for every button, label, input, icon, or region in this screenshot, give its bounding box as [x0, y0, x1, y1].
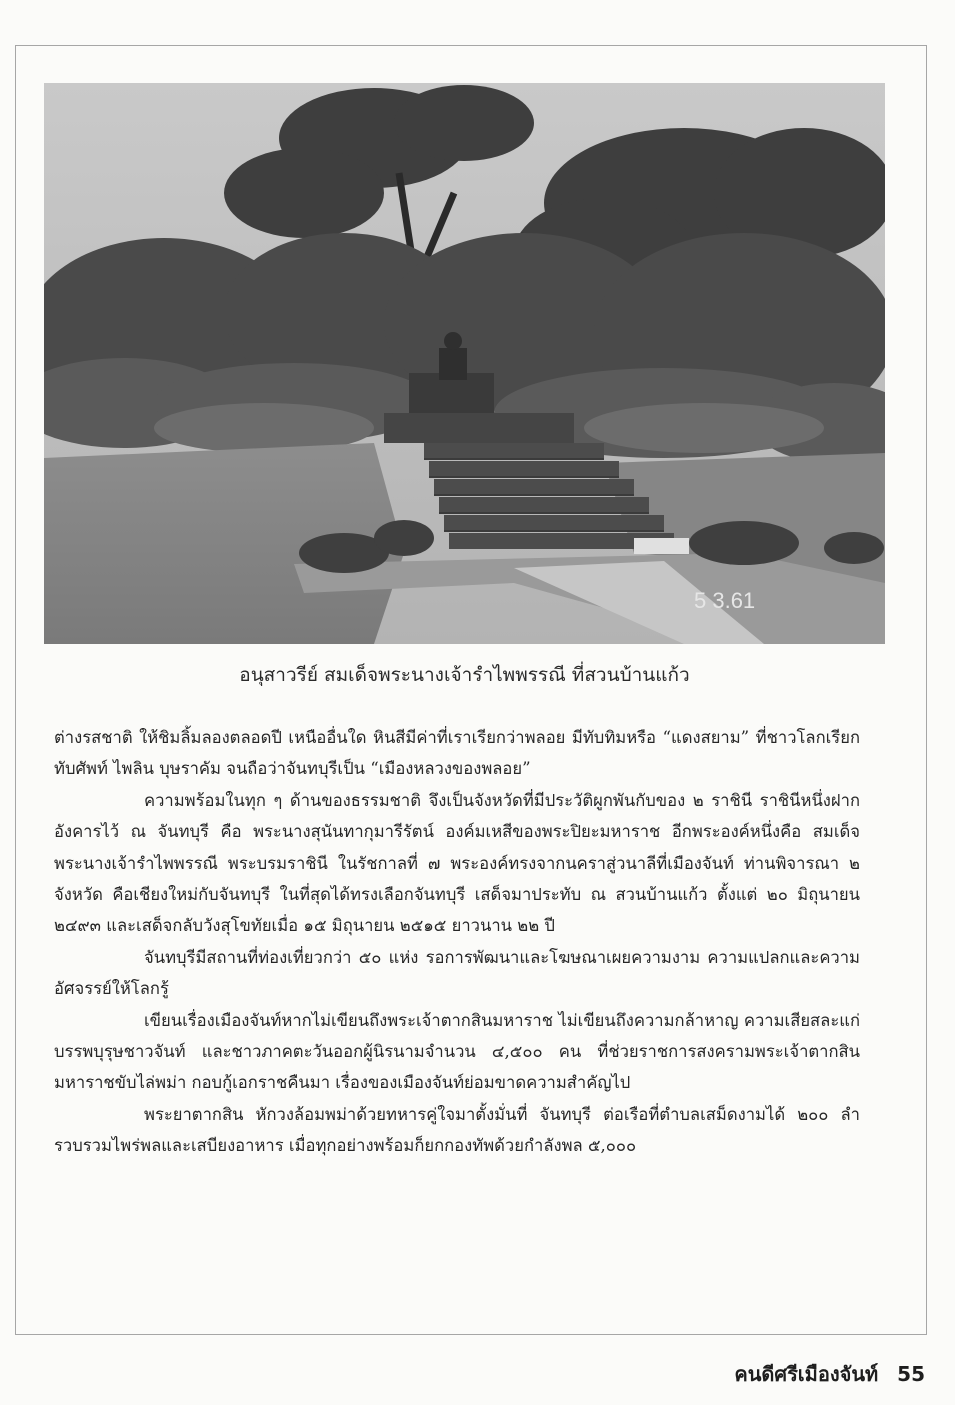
photo-caption: อนุสาวรีย์ สมเด็จพระนางเจ้ารำไพพรรณี ที่สวนบ้านแก้ว — [239, 664, 690, 686]
monument-garden-photo — [44, 83, 885, 644]
page-footer — [734, 1360, 925, 1388]
photo-date-stamp: 5 3.61 — [694, 588, 756, 613]
paragraph: ความพร้อมในทุก ๆ ด้านของธรรมชาติ จึงเป็นจังหวัดที่มีประวัติผูกพันกับของ ๒ ราชินี ราชินีหนึ่งฝากอังคารไว้ ณ จันทบุรี คือ พระนางสุนันทากุมารีรัตน์ องค์มเหสีของพระปิยะมหาราช อีกพระองค์หนึ่งคือ สมเด็จพระนางเจ้ารำไพพรรณี พระบรมราชินี ในรัชกาลที่ ๗ พระองค์ทรงจากนคราสู่วนาลีที่เมืองจันท์ ท่านพิจารณา ๒ จังหวัด คือเชียงใหม่กับจันทบุรี ในที่สุดได้ทรงเลือกจันทบุรี เสด็จมาประทับ ณ สวนบ้านแก้ว ตั้งแต่ ๒๐ มิถุนายน ๒๔๙๓ และเสด็จกลับวังสุโขทัยเมื่อ ๑๕ มิถุนายน ๒๕๑๕ ยาวนาน ๒๒ ปี — [54, 790, 860, 936]
article-body — [54, 722, 860, 1162]
paragraph: ต่างรสชาติ ให้ชิมลิ้มลองตลอดปี เหนืออื่นใด หินสีมีค่าที่เราเรียกว่าพลอย มีทับทิมหรือ “แดงสยาม” ที่ชาวโลกเรียกทับศัพท์ ไพลิน บุษราคัม จนถือว่าจันทบุรีเป็น “เมืองหลวงของพลอย” — [54, 728, 860, 779]
book-title: คนดีศรีเมืองจันท์ — [734, 1362, 879, 1386]
paragraph: จันทบุรีมีสถานที่ท่องเที่ยวกว่า ๕๐ แห่ง รอการพัฒนาและโฆษณาเผยความงาม ความแปลกและความอัศจรรย์ให้โลกรู้ — [54, 947, 860, 999]
page-number: 55 — [897, 1362, 925, 1386]
monument-photo-drawing — [44, 83, 885, 644]
paragraph: เขียนเรื่องเมืองจันท์หากไม่เขียนถึงพระเจ้าตากสินมหาราช ไม่เขียนถึงความกล้าหาญ ความเสียสละแก่บรรพบุรุษชาวจันท์ และชาวภาคตะวันออกผู้นิรนามจำนวน ๔,๕๐๐ คน ที่ช่วยราชการสงครามพระเจ้าตากสินมหาราชขับไล่พม่า กอบกู้เอกราชคืนมา เรื่องของเมืองจันท์ย่อมขาดความสำคัญไป — [54, 1010, 860, 1093]
paragraph: พระยาตากสิน หักวงล้อมพม่าด้วยทหารคู่ใจมาตั้งมั่นที่ จันทบุรี ต่อเรือที่ตำบลเสม็ดงามได้ ๒๐๐ ลำ รวบรวมไพร่พลและเสบียงอาหาร เมื่อทุกอย่างพร้อมก็ยกกองทัพด้วยกำลังพล ๕,๐๐๐ — [54, 1104, 860, 1156]
